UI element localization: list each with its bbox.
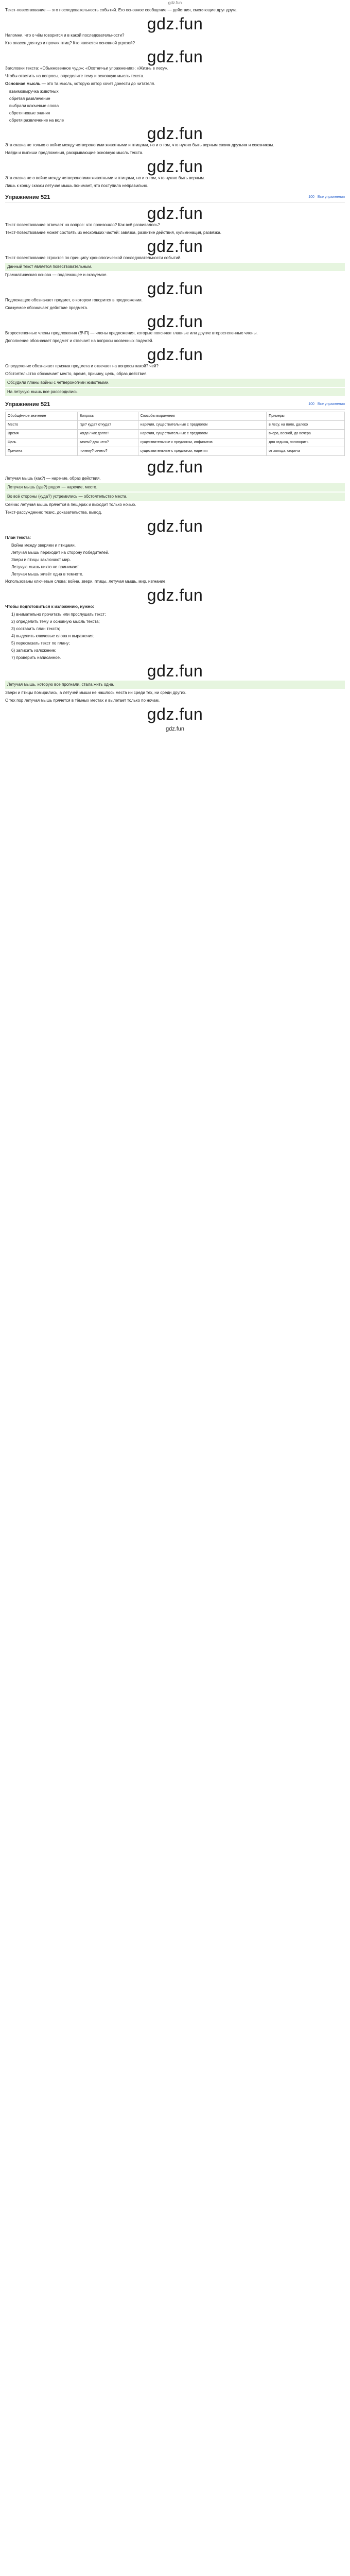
exercise-number: 100 [308, 195, 314, 199]
table-header-cell: Обобщённое значение [6, 412, 78, 421]
paragraph: Текст-повествование — это последовательность событий. Его основное сообщение — действия, сменяющие друг друга. [5, 8, 238, 12]
header-url[interactable]: gdz.fun [168, 1, 182, 5]
all-exercises-link[interactable]: Все упражнения [317, 195, 345, 199]
paragraph: Грамматическая основа — подлежащее и сказуемое. [5, 273, 108, 277]
list-item: обретя новые знания [9, 111, 50, 115]
highlighted-answer: Летучая мышь (где?) рядом — наречие, место. [5, 483, 345, 492]
paragraph: Обстоятельство обозначает место, время, причину, цель, образ действия. [5, 371, 148, 376]
list-item: выбрали ключевые слова [9, 104, 59, 108]
step-item: 1) внимательно прочитать или прослушать текст; [11, 612, 106, 617]
plan-item: Летучая мышь живёт одна в темноте. [11, 572, 83, 577]
adverbial-table [5, 412, 345, 456]
table-row [6, 430, 345, 438]
highlighted-answer: На летучую мышь все рассердились. [5, 388, 345, 396]
watermark: gdz.fun [147, 124, 203, 143]
exercise-meta [308, 401, 345, 408]
plan-item: Летучую мышь никто не принимает. [11, 565, 80, 569]
watermark: gdz.fun [147, 237, 203, 256]
table-header-cell: Примеры [267, 412, 345, 421]
watermark: gdz.fun [147, 457, 203, 476]
watermark: gdz.fun [147, 204, 203, 223]
paragraph: Найди и выпиши предложения, раскрывающие основную мысль текста. [5, 150, 144, 155]
paragraph: Текст-рассуждение: тезис, доказательства, вывод. [5, 510, 102, 515]
table-cell: наречия, существительные с предлогом [138, 430, 267, 438]
paragraph: Напомни, что о чём говорится и в какой последовательности? [5, 33, 125, 38]
table-cell: существительные с предлогом, инфинитив [138, 438, 267, 447]
section-heading: Чтобы подготовиться к изложению, нужно: [5, 604, 94, 609]
table-cell: существительные с предлогом, наречия [138, 447, 267, 456]
watermark: gdz.fun [147, 586, 203, 604]
table-cell: от холода, сгоряча [267, 447, 345, 456]
table-cell: когда? как долго? [77, 430, 138, 438]
plan-item: Звери и птицы заключают мир. [11, 557, 71, 562]
paragraph: Сказуемое обозначает действие предмета. [5, 306, 89, 310]
paragraph: Чтобы ответить на вопросы, определите тему и основную мысль текста. [5, 74, 145, 78]
watermark: gdz.fun [147, 345, 203, 364]
table-cell: вчера, весной, до вечера [267, 430, 345, 438]
step-item: 4) выделить ключевые слова и выражения; [11, 634, 95, 638]
exercise-header [5, 399, 345, 410]
table-row [6, 438, 345, 447]
exercise-number: 100 [308, 402, 314, 406]
paragraph: Определение обозначает признак предмета и отвечает на вопросы какой? чей? [5, 364, 159, 368]
plan-item: Летучая мышь переходит на сторону победителей. [11, 550, 110, 555]
term: Основная мысль [5, 81, 41, 86]
table-cell: зачем? для чего? [77, 438, 138, 447]
list-item: обретая развлечение [9, 96, 50, 101]
paragraph: Текст-повествование может состоять из нескольких частей: завязка, развитие действия, кульминация, развязка. [5, 230, 222, 235]
table-cell: почему? отчего? [77, 447, 138, 456]
watermark: gdz.fun [147, 705, 203, 723]
content [0, 7, 350, 732]
paragraph: Текст-повествование отвечает на вопрос: что произошло? Как всё развивалось? [5, 223, 160, 227]
table-header-cell: Вопросы [77, 412, 138, 421]
paragraph: Летучая мышь (как?) — наречие, образ действия. [5, 476, 101, 481]
table-row [6, 421, 345, 430]
table-cell: для отдыха, поговорить [267, 438, 345, 447]
plan-item: Война между зверями и птицами. [11, 543, 76, 548]
paragraph: Сейчас летучая мышь прячется в пещерах и выходит только ночью. [5, 502, 136, 507]
highlighted-answer: Летучая мышь, которую все прогнали, стала жить одна. [5, 681, 345, 689]
highlighted-answer: Обсудили планы войны с четвероногими животными. [5, 379, 345, 387]
paragraph: Второстепенные члены предложения (ВЧП) — члены предложения, которые поясняют главные или другие второстепенные члены. [5, 331, 258, 335]
table-cell: где? куда? откуда? [77, 421, 138, 430]
watermark: gdz.fun [147, 47, 203, 66]
step-item: 3) составить план текста; [11, 626, 60, 631]
exercise-meta [308, 194, 345, 200]
table-cell: Цель [6, 438, 78, 447]
list-item: обретя развлечение на воле [9, 118, 64, 123]
footer-url[interactable]: gdz.fun [165, 726, 185, 732]
watermark: gdz.fun [147, 157, 203, 176]
paragraph: Использованы ключевые слова: война, звери, птицы, летучая мышь, мир, изгнание. [5, 579, 167, 584]
step-item: 2) определить тему и основную мысль текста; [11, 619, 100, 624]
table-cell: Место [6, 421, 78, 430]
step-item: 5) пересказать текст по плану; [11, 641, 70, 646]
paragraph: Дополнение обозначает предмет и отвечает на вопросы косвенных падежей. [5, 338, 153, 343]
paragraph: Звери и птицы помирились, а летучей мыши не нашлось места ни среди тех, ни среди других. [5, 690, 187, 695]
paragraph: Заголовки текста: «Обыкновенное чудо»; «Охотничьи упражнения»; «Жизнь в лесу». [5, 66, 168, 71]
table-header-cell: Способы выражения [138, 412, 267, 421]
exercise-header [5, 192, 345, 202]
table-row [6, 447, 345, 456]
step-item: 7) проверить написанное. [11, 655, 61, 660]
highlighted-answer: Данный текст является повествовательным. [5, 263, 345, 271]
watermark: gdz.fun [147, 662, 203, 680]
all-exercises-link[interactable]: Все упражнения [317, 402, 345, 406]
watermark: gdz.fun [147, 279, 203, 298]
paragraph: Текст-повествование строится по принципу хронологической последовательности событий. [5, 256, 182, 260]
definition: — это та мысль, которую автор хочет донести до читателя. [41, 81, 155, 86]
exercise-title: Упражнение 521 [5, 401, 50, 408]
plan-title: План текста: [5, 535, 31, 540]
highlighted-answer: Во всё стороны (куда?) устремились — обстоятельство места. [5, 493, 345, 501]
table-cell: Причина [6, 447, 78, 456]
watermark: gdz.fun [147, 517, 203, 535]
table-row [6, 412, 345, 421]
paragraph: Подлежащее обозначает предмет, о котором говорится в предложении. [5, 298, 143, 302]
paragraph: Эта сказка не только о войне между четвероногими животными и птицами, но и о том, что нужно быть верным своим друзьям и союзникам. [5, 143, 274, 147]
paragraph: Кто опасен для кур и прочих птиц? Кто является основной угрозой? [5, 41, 135, 45]
exercise-title: Упражнение 521 [5, 194, 50, 200]
paragraph: Лишь к концу сказки летучая мышь понимает, что поступила неправильно. [5, 183, 149, 188]
list-item: взаимовыручка животных [9, 89, 59, 94]
table-cell: наречия, существительные с предлогом [138, 421, 267, 430]
step-item: 6) записать изложение; [11, 648, 57, 653]
watermark: gdz.fun [147, 14, 203, 33]
watermark: gdz.fun [147, 312, 203, 331]
paragraph: Эта сказка не о войне между четвероногими животными и птицами, но и о том, что нужно быть верным. [5, 176, 205, 180]
main-idea-definition [5, 81, 345, 87]
table-cell: Время [6, 430, 78, 438]
table-cell: в лесу, на поле, далеко [267, 421, 345, 430]
paragraph: С тех пор летучая мышь прячется в тёмных местах и вылетает только по ночам. [5, 698, 160, 703]
